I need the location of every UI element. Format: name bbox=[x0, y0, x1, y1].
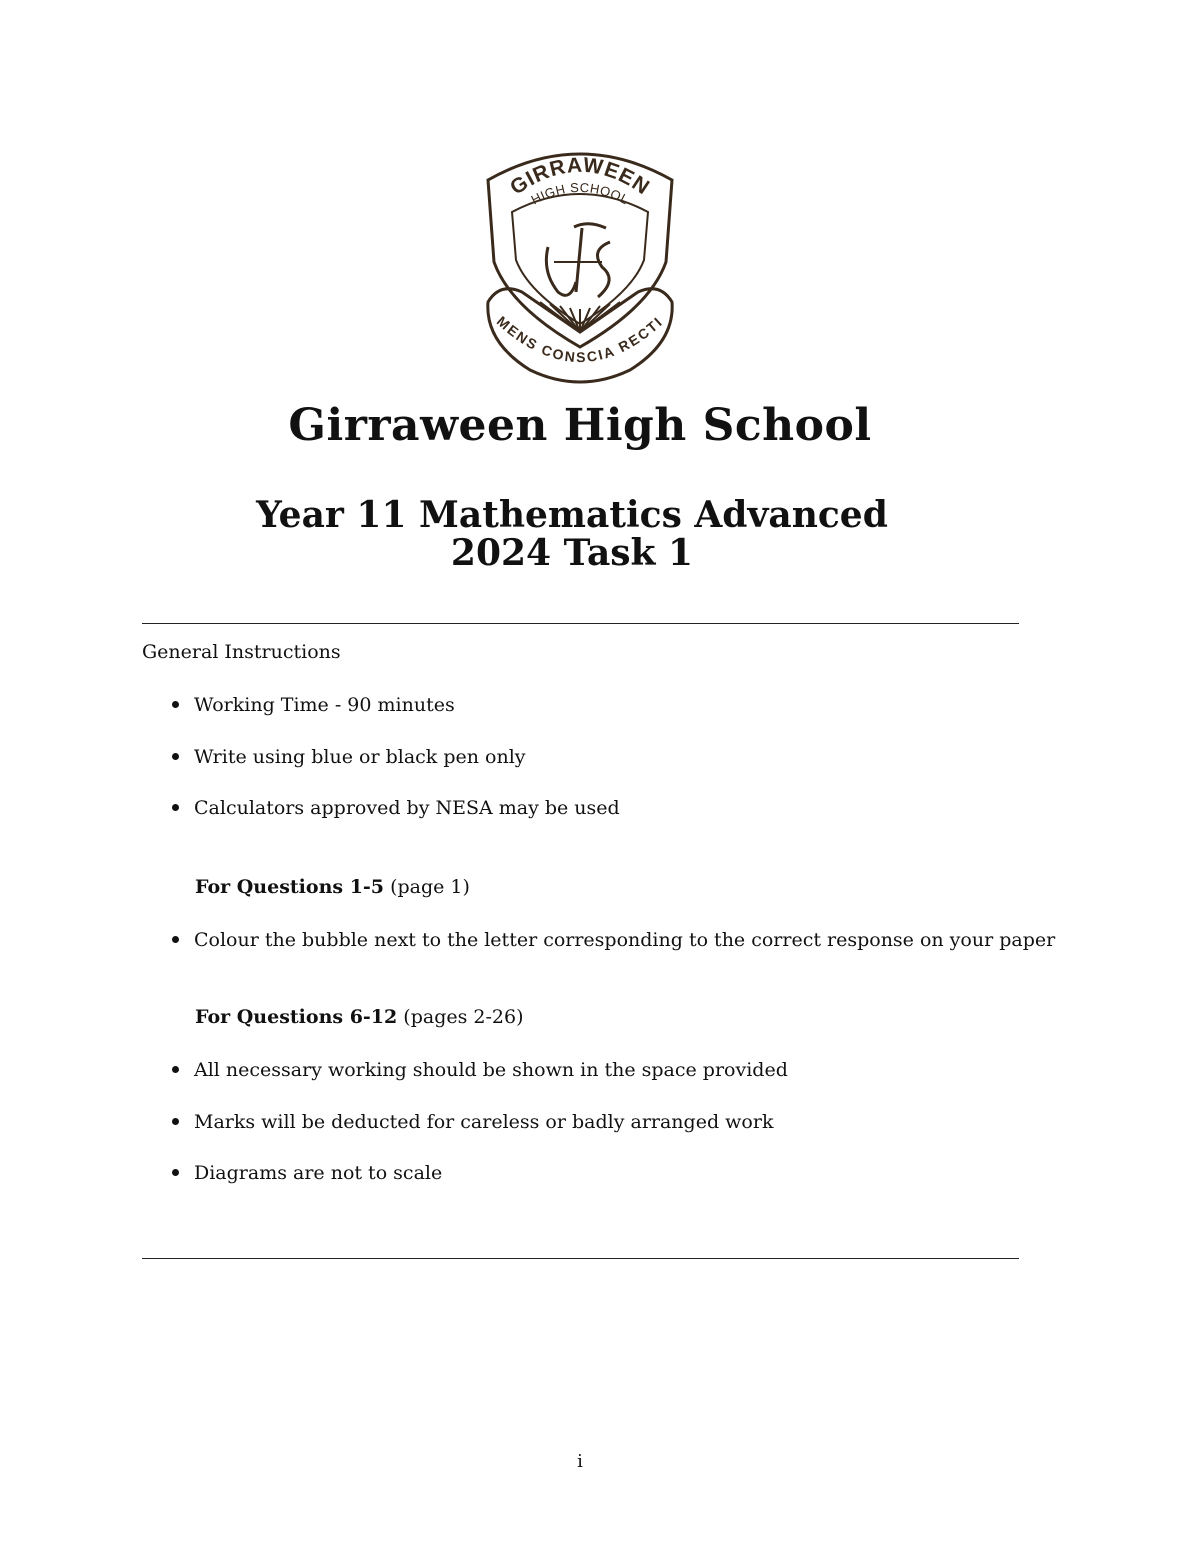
section-a-heading: For Questions 1-5 (page 1) bbox=[195, 876, 470, 898]
bullet-icon bbox=[172, 753, 179, 760]
bullet-icon bbox=[172, 701, 179, 708]
page-number: i bbox=[577, 1451, 583, 1472]
task-title: 2024 Task 1 bbox=[450, 532, 694, 574]
school-crest-logo bbox=[470, 132, 690, 394]
instruction-item: Working Time - 90 minutes bbox=[172, 694, 455, 716]
bullet-icon bbox=[172, 1169, 179, 1176]
crest-top-text: GIRRAWEEN bbox=[506, 153, 654, 200]
general-instructions-heading: General Instructions bbox=[142, 641, 341, 663]
crest-motto: MENS CONSCIA RECTI bbox=[493, 312, 667, 366]
bottom-divider bbox=[142, 1258, 1019, 1259]
bullet-icon bbox=[172, 804, 179, 811]
bullet-icon bbox=[172, 1118, 179, 1125]
course-title: Year 11 Mathematics Advanced bbox=[256, 494, 888, 536]
instruction-item: Colour the bubble next to the letter corresponding to the correct response on your paper bbox=[172, 929, 1055, 951]
section-b-heading: For Questions 6-12 (pages 2-26) bbox=[195, 1006, 524, 1028]
instruction-item: Write using blue or black pen only bbox=[172, 746, 526, 768]
bullet-icon bbox=[172, 936, 179, 943]
instruction-item: Diagrams are not to scale bbox=[172, 1162, 442, 1184]
instruction-item: Calculators approved by NESA may be used bbox=[172, 797, 620, 819]
school-name: Girraween High School bbox=[288, 400, 872, 451]
top-divider bbox=[142, 623, 1019, 624]
bullet-icon bbox=[172, 1066, 179, 1073]
crest-middle-text: HIGH SCHOOL bbox=[528, 179, 632, 208]
instruction-item: All necessary working should be shown in the space provided bbox=[172, 1059, 788, 1081]
document-subtitle bbox=[0, 496, 1144, 572]
instruction-item: Marks will be deducted for careless or badly arranged work bbox=[172, 1111, 773, 1133]
